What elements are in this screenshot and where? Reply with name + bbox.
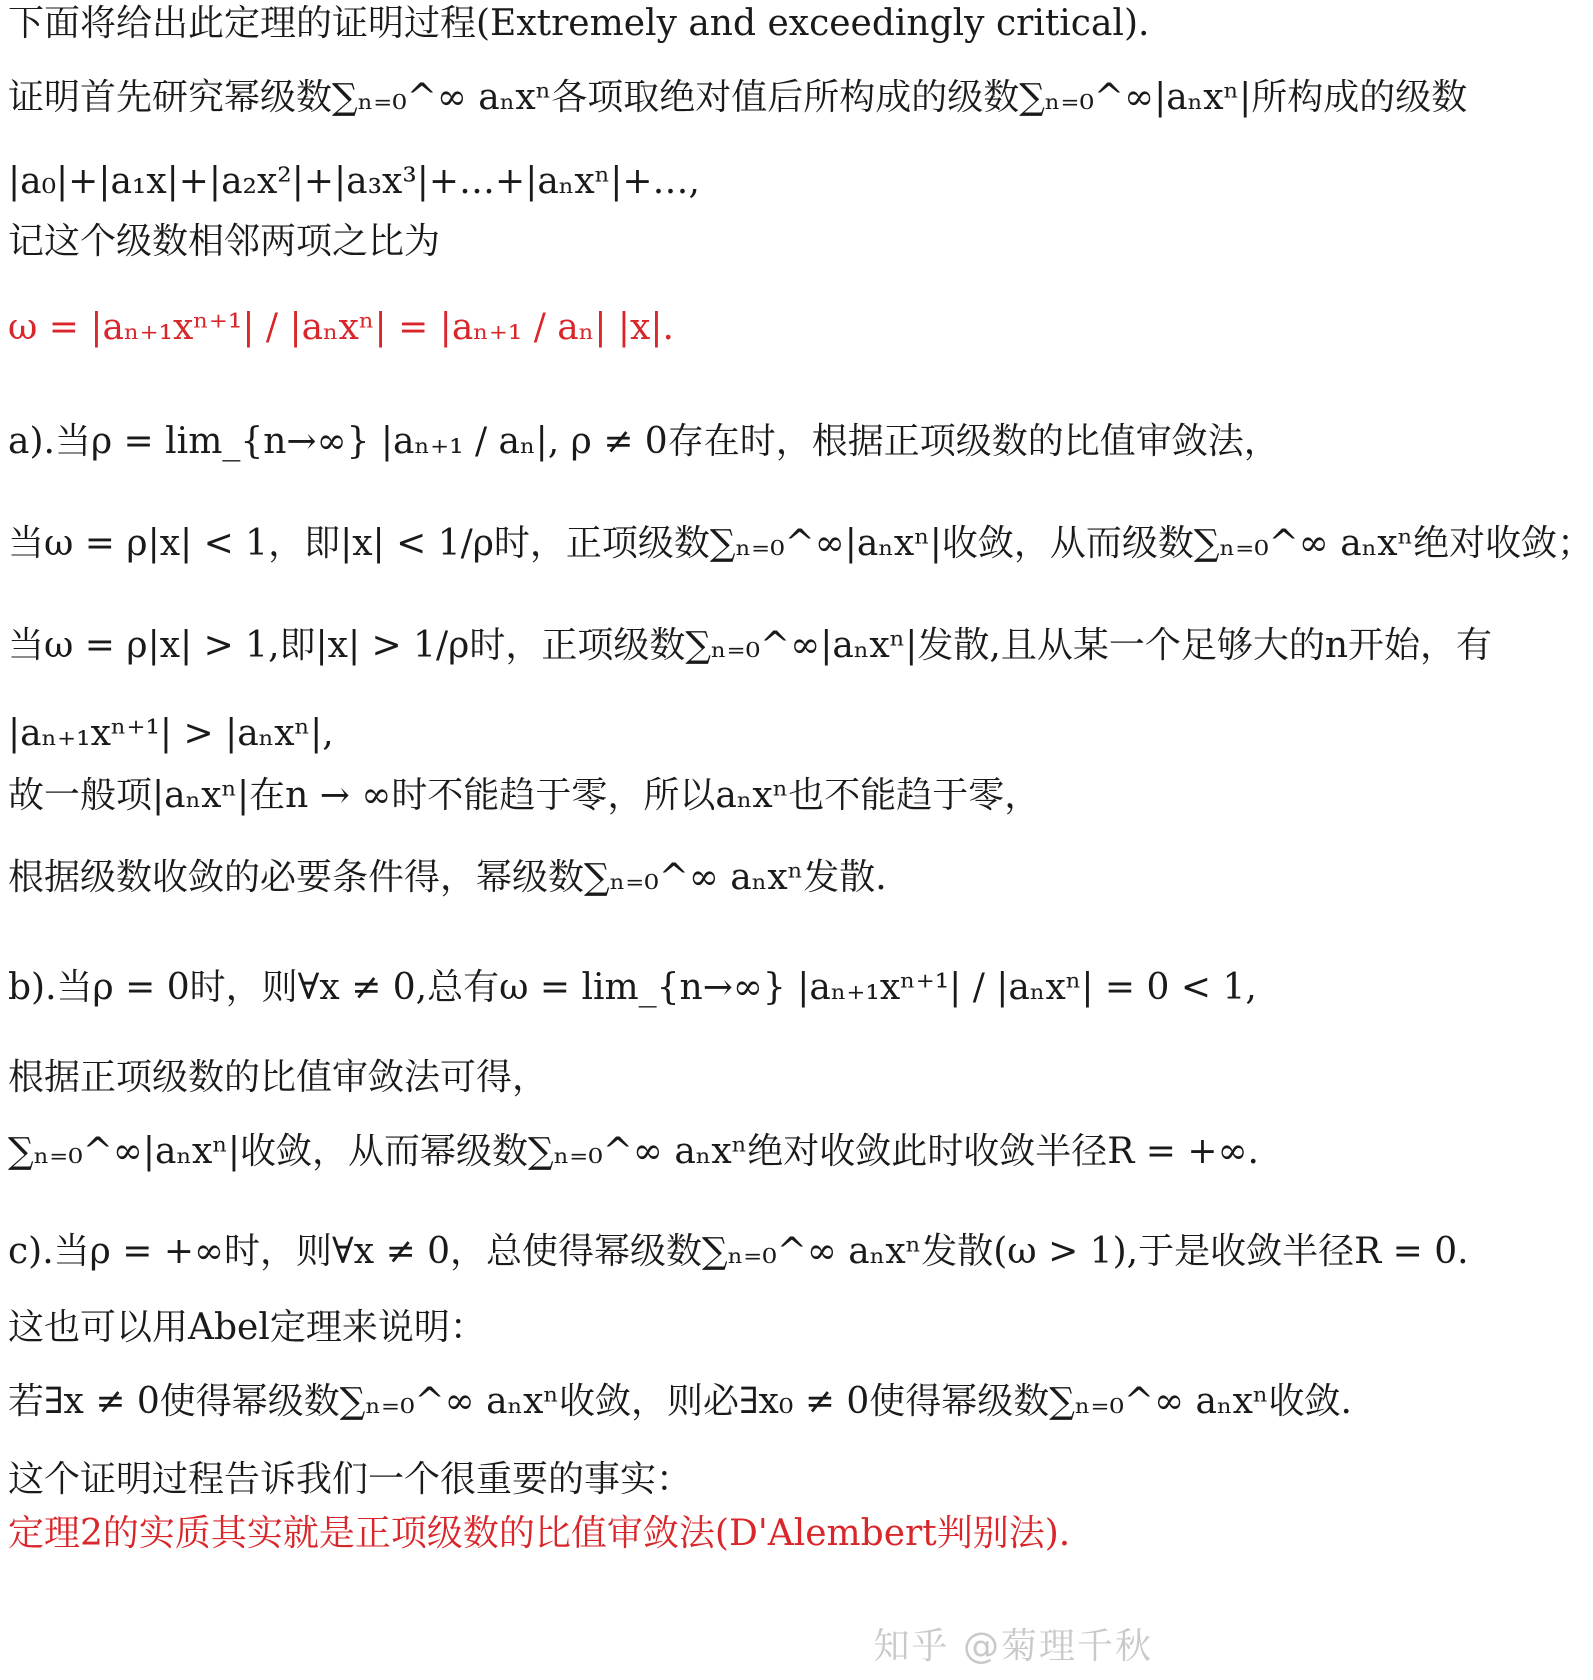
case-a-line: a).当ρ = lim_{n→∞} |aₙ₊₁ / aₙ|, ρ ≠ 0存在时，根据正项级数的比值审敛法， xyxy=(8,421,1280,462)
case-c-line: c).当ρ = +∞时，则∀x ≠ 0，总使得幂级数∑ₙ₌₀^∞ aₙxⁿ发散(ω > 1),于是收敛半径R = 0. xyxy=(8,1231,1469,1272)
case-b-line: b).当ρ = 0时，则∀x ≠ 0,总有ω = lim_{n→∞} |aₙ₊₁xⁿ⁺¹| / |aₙxⁿ| = 0 < 1, xyxy=(8,967,1257,1008)
case-a-converge-line: 当ω = ρ|x| < 1，即|x| < 1/ρ时，正项级数∑ₙ₌₀^∞|aₙxⁿ|收敛，从而级数∑ₙ₌₀^∞ aₙxⁿ绝对收敛； xyxy=(8,523,1593,564)
ratio-intro-line: 记这个级数相邻两项之比为 xyxy=(8,221,441,262)
fact-intro-line: 这个证明过程告诉我们一个很重要的事实： xyxy=(8,1459,693,1500)
general-term-line: 故一般项|aₙxⁿ|在n → ∞时不能趋于零，所以aₙxⁿ也不能趋于零， xyxy=(8,775,1041,816)
ratio-formula-line: ω = |aₙ₊₁xⁿ⁺¹| / |aₙxⁿ| = |aₙ₊₁ / aₙ| |x|. xyxy=(8,307,674,348)
radius-infinite-line: ∑ₙ₌₀^∞|aₙxⁿ|收敛，从而幂级数∑ₙ₌₀^∞ aₙxⁿ绝对收敛此时收敛半径R = +∞. xyxy=(8,1131,1260,1172)
necessary-condition-line: 根据级数收敛的必要条件得，幂级数∑ₙ₌₀^∞ aₙxⁿ发散. xyxy=(8,857,887,898)
theorem-essence-line: 定理2的实质其实就是正项级数的比值审敛法(D'Alembert判别法). xyxy=(8,1513,1071,1554)
term-inequality-line: |aₙ₊₁xⁿ⁺¹| > |aₙxⁿ|, xyxy=(8,713,334,754)
intro-line: 下面将给出此定理的证明过程(Extremely and exceedingly critical). xyxy=(8,3,1150,44)
ratio-test-line: 根据正项级数的比值审敛法可得， xyxy=(8,1057,549,1098)
watermark-text: 知乎 @菊理千秋 xyxy=(873,1626,1153,1667)
case-a-diverge-line: 当ω = ρ|x| > 1,即|x| > 1/ρ时，正项级数∑ₙ₌₀^∞|aₙxⁿ|发散,且从某一个足够大的n开始，有 xyxy=(8,625,1492,666)
proof-start-line: 证明首先研究幂级数∑ₙ₌₀^∞ aₙxⁿ各项取绝对值后所构成的级数∑ₙ₌₀^∞|aₙxⁿ|所构成的级数 xyxy=(8,77,1468,118)
abel-statement-line: 若∃x ≠ 0使得幂级数∑ₙ₌₀^∞ aₙxⁿ收敛，则必∃x₀ ≠ 0使得幂级数∑ₙ₌₀^∞ aₙxⁿ收敛. xyxy=(8,1381,1352,1422)
abel-intro-line: 这也可以用Abel定理来说明： xyxy=(8,1307,486,1348)
absolute-series-line: |a₀|+|a₁x|+|a₂x²|+|a₃x³|+…+|aₙxⁿ|+…, xyxy=(8,161,700,202)
